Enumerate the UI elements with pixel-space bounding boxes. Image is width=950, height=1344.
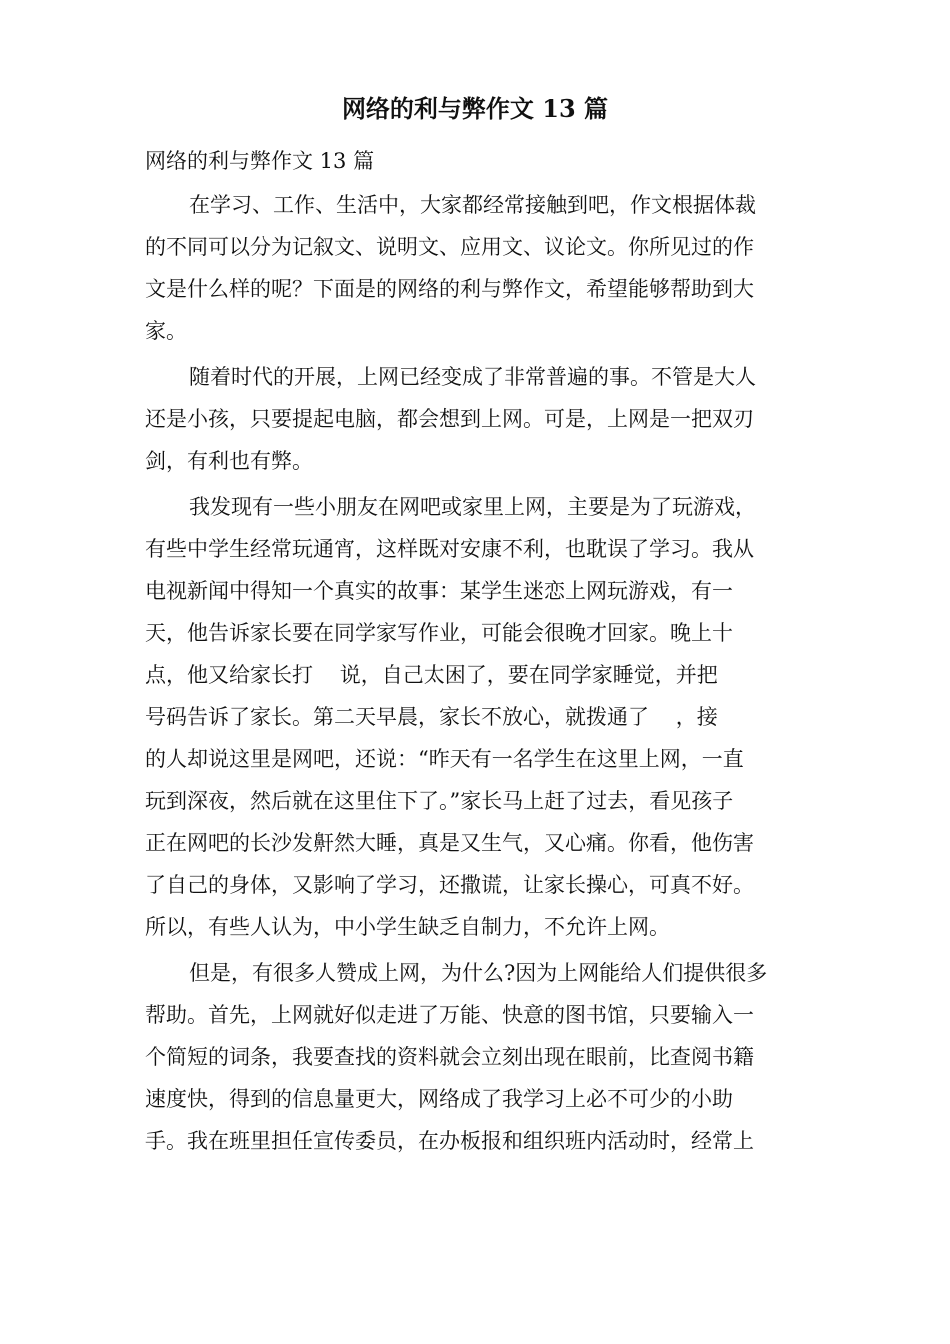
paragraph-3-line-11: 所以，有些人认为，中小学生缺乏自制力，不允许上网。 xyxy=(145,915,670,939)
document-subtitle: 网络的利与弊作文 13 篇 xyxy=(145,149,375,173)
paragraph-2-line-1: 随着时代的开展，上网已经变成了非常普遍的事。不管是大人 xyxy=(189,365,756,389)
paragraph-4-line-1: 但是，有很多人赞成上网，为什么?因为上网能给人们提供很多 xyxy=(189,961,768,985)
paragraph-3-line-9: 正在网吧的长沙发鼾然大睡，真是又生气，又心痛。你看，他伤害 xyxy=(145,831,754,855)
paragraph-3-line-5: 点，他又给家长打 说，自己太困了，要在同学家睡觉，并把 xyxy=(145,663,718,687)
paragraph-3-line-1: 我发现有一些小朋友在网吧或家里上网，主要是为了玩游戏， xyxy=(189,495,756,519)
document-title: 网络的利与弊作文 13 篇 xyxy=(341,94,609,123)
paragraph-4-line-5: 手。我在班里担任宣传委员，在办板报和组织班内活动时，经常上 xyxy=(145,1129,754,1153)
paragraph-4-line-3: 个简短的词条，我要查找的资料就会立刻出现在眼前，比查阅书籍 xyxy=(145,1045,754,1069)
paragraph-1-line-1: 在学习、工作、生活中，大家都经常接触到吧，作文根据体裁 xyxy=(189,193,756,217)
paragraph-3-line-2: 有些中学生经常玩通宵，这样既对安康不利，也耽误了学习。我从 xyxy=(145,537,754,561)
paragraph-3-line-6: 号码告诉了家长。第二天早晨，家长不放心，就拨通了 ，接 xyxy=(145,705,718,729)
paragraph-3-line-10: 了自己的身体，又影响了学习，还撒谎，让家长操心，可真不好。 xyxy=(145,873,754,897)
paragraph-2-line-2: 还是小孩，只要提起电脑，都会想到上网。可是，上网是一把双刃 xyxy=(145,407,754,431)
paragraph-1-line-2: 的不同可以分为记叙文、说明文、应用文、议论文。你所见过的作 xyxy=(145,235,754,259)
paragraph-3-line-8: 玩到深夜，然后就在这里住下了。”家长马上赶了过去，看见孩子 xyxy=(145,789,734,813)
paragraph-1-line-3: 文是什么样的呢？下面是的网络的利与弊作文，希望能够帮助到大 xyxy=(145,277,754,301)
paragraph-1-line-4: 家。 xyxy=(145,319,187,343)
paragraph-3-line-7: 的人却说这里是网吧，还说：“昨天有一名学生在这里上网，一直 xyxy=(145,747,744,771)
paragraph-4-line-4: 速度快，得到的信息量更大，网络成了我学习上必不可少的小助 xyxy=(145,1087,733,1111)
paragraph-3-line-3: 电视新闻中得知一个真实的故事：某学生迷恋上网玩游戏，有一 xyxy=(145,579,733,603)
paragraph-3-line-4: 天，他告诉家长要在同学家写作业，可能会很晚才回家。晚上十 xyxy=(145,621,733,645)
paragraph-4-line-2: 帮助。首先，上网就好似走进了万能、快意的图书馆，只要输入一 xyxy=(145,1003,754,1027)
paragraph-2-line-3: 剑，有利也有弊。 xyxy=(145,449,313,473)
